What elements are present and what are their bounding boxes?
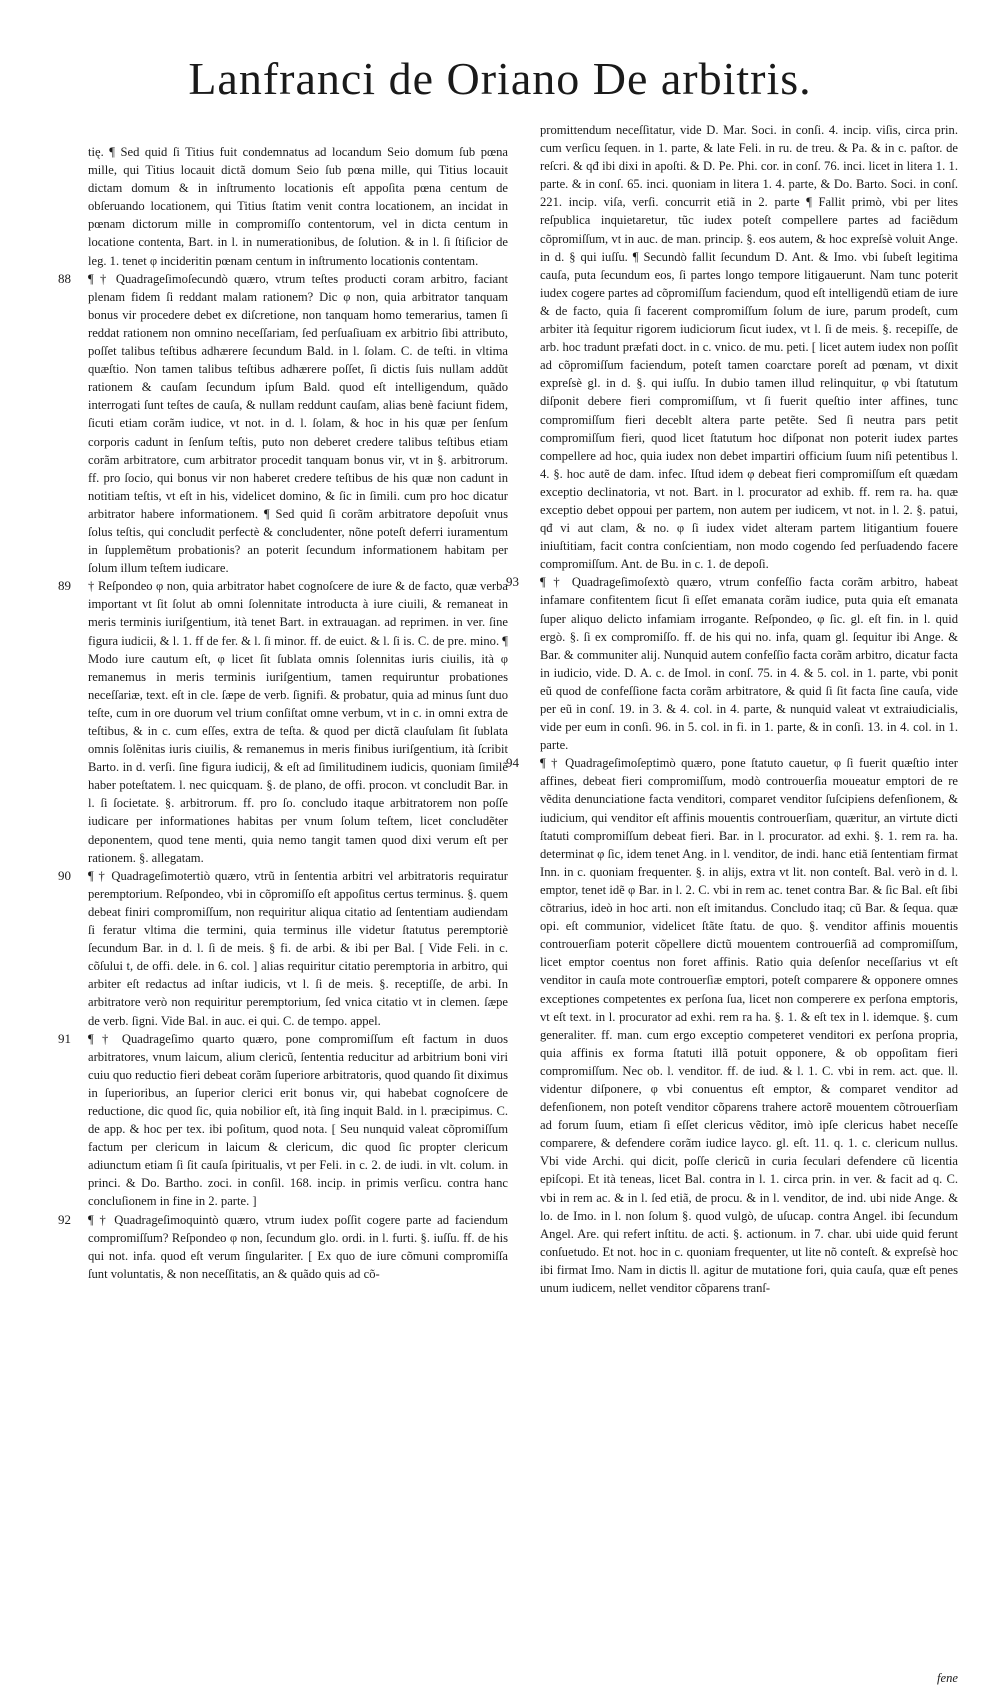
- right-column: [506, 121, 958, 1297]
- entry-88: [58, 270, 508, 578]
- entry-91: [58, 1030, 508, 1211]
- margin-number: 91: [58, 1030, 71, 1046]
- entry-text: ¶ † Quadrageſimoſecundò quæro, vtrum teſtes producti coram arbitro, faciant plenam fidem ſi reddant malam rationem? Dic φ non, quia arbitrator tanquam bonus vir procedere debet ex diſcretione, non tanquam homo temerarius, tamen ſi reddat rationem non omnino neceſſariam, ſed perſuaſiuam ex arbitrio ſibi attributo, poſſet talibus teſtibus adhærere ſecundum Bald. in l. ſolam. C. de teſti. in vltima quæſtio. Non tamen talibus teſtibus adhærere poſſet, ſi dictis ſuis nullam addũt rationem & cauſam ſecundum ipſum Bald. quod eſt intelligendum, quãdo interrogati ſunt teſtes de cauſa, & nullam reddunt cauſam, alias benè faciunt fidem, ſicuti etiam corãm iudice, vt not. in d. l. ſolam, & hoc in his quæ per ſenſum corporis cadunt in ſenſum teſtis, puto non deberet credere talibus teſtibus etiam corãm arbitratore, cum arbitrator procedit tanquam bonus vir, vt in §. arbitrorum. ff. pro ſocio, qui bonus vir non haberet credere teſtibus de his quæ non cadunt in notitiam teſtis, vt eſt in his, videlicet domino, & ſic in ſimili. cum pro hoc dicatur arbitrator habere informationem. ¶ Sed quid ſi corãm arbitratore depoſuit vnus ſolus teſtis, qui concludit perfectè & concludenter, nõne poteſt deferri iuramentum in ſupplemẽtum probationis? an poterit ſecundum informationem habitam per ſolum illum teſtem iudicare.: [88, 271, 508, 576]
- entry-text: ¶ † Quadrageſimoſextò quæro, vtrum confeſſio facta corãm arbitro, habeat infamare confitentem ſicut ſi eſſet emanata corãm iudice, puta quia eſt emanata ſuper aliquo delicto infamiam irrogante. Reſpondeo, φ ſic. gl. eſt fin. in l. quid ergò. §. ſi ex compromiſſo. ff. de his qui no. infa, quam gl. ſequitur ibi Ange. & Bar. & communiter alij. Nunquid autem confeſſio facta corãm arbitro, dicatur facta in iudicio, vide. D. A. c. de Imol. in conſ. 75. in 4. & 5. col. in 1. parte, vbi ponit eũ quod de confeſſione facta corãm arbitratore, & quid ſi ſit facta ſine cauſa, vide per eũ in conſ. 19. in 3. & 4. col. in 4. parte, & nunquid valeat vt extraiudicialis, vide per eum in conſi. 96. in 5. col. in fi. in 1. parte, & in conſi. 13. in 4. col. in 1. parte.: [540, 575, 958, 753]
- margin-number: 88: [58, 270, 71, 286]
- entry-text: ¶ † Quadrageſimo quarto quæro, pone compromiſſum eſt factum in duos arbitratores, vnum laicum, alium clericũ, ſententia reducitur ad arbitrium boni viri cuiu quo reductio fieri debeat corãm ſuperiore arbitratoris, quod quando ſit diximus in ſuperioribus, an ſuperior clerici erit bonus vir, qui habebat cognoſcere de reductione, dic quod ſic, quia nobilior eſt, ità ſing inquit Bald. in l. præcipimus. C. de app. & hoc per tex. ibi poſitum, quod nota. [ Seu nunquid valeat cõpromiſſum factum per clericum in laicum & clericum, dic quod ſic propter clericum adiunctum etiam ſi ſit cauſa ſpiritualis, vt per Feli. in c. 2. de iudi. in vlt. colum. in princi. & Do. Bartho. zoci. in conſil. 168. incip. in primis verſicu. contra hanc concluſionem in fine in 2. parte. ]: [88, 1031, 508, 1209]
- margin-number: 93: [506, 574, 519, 590]
- entry-93: [506, 573, 958, 754]
- entry-94: [506, 754, 958, 1297]
- entry-text: ¶ † Quadrageſimoquintò quæro, vtrum iudex poſſit cogere parte ad faciendum compromiſſum? Reſpondeo φ non, ſecundum glo. ordi. in l. furti. §. iuſſu. ff. de his qui not. infa. quod eſt verum ſingulariter. [ Ex quo de iure cõmuni compromiſſa ſunt voluntatis, & non neceſſitatis, an & quãdo quis ad cõ-: [88, 1212, 508, 1281]
- margin-number: 89: [58, 578, 71, 594]
- left-opening-paragraph: tię. ¶ Sed quid ſi Titius fuit condemnatus ad locandum Seio domum ſub pœna mille, qui Titius locauit dictã domum Seio ſub pœna mille, qui Titius locauit dictam domum & in inſtrumento locationis eſt appoſita pœna centum de obſeruando locationem, qui Titius ſtatim venit contra locationem, an incidat in pœnam dictorum mille in compromiſſo contentorum, vel in dicta centum in locatione contenta, Bart. in l. in numerationibus, de ſolution. & in l. ſi ſtiſicior de leg. 1. tenet φ incideritin pœnam centum in inſtrumento locationis contentam.: [88, 145, 508, 268]
- entry-90: [58, 867, 508, 1030]
- entry-text: ¶ † Quadrageſimoſeptimò quæro, pone ſtatuto cauetur, φ ſi fuerit quæſtio inter affines, debeat fieri compromiſſum, modò controuerſia moueatur emptori de re vẽdita denunciatione facta venditori, comparet venditor ſuſcipiens defenſionem, & iudicium, qui venditor eſt affinis mouentis controuerſiam, quæritur, an virtute dicti ſtatuti compromiſſum debeat fieri. Bar. in l. procurator. ad exhi. §. 1. rem ra. ha. determinat φ ſic, idem tenet Ang. in l. venditor, de indi. hanc etiã ſententiam firmat Inn. in c. quoniam frequenter. §. in alijs, extra vt lit. non conteſt. Bal. verò in d. l. emptor, tenet idẽ φ Bar. in l. 2. C. vbi in rem ac. tenet contra Bar. & ſic Bal. eſt ſibi cõtrarius, ideò in hoc arti. non eſt imitandus. Concludo itaq; cũ Bar. & ſequa. quæ opi. eſt communior, videlicet ſtãte ſtatu. de quo. §. venditor affinis mouentis controuerſiam poterit cõpellere dictũ mouentem controuerſiã ad compromiſſum, licet emptor coentus non foret affinis. Ratio quia deſenſor neceſſarius vt eſt venditor in cauſa mote controuerſiæ emptori, poteſt comparere & opponere omnes exceptiones competentes ex perſona ſua, licet non comperere ex perſona emptoris, vt eſt text. in l. procurator ad exhi. rem ra ha. §. 1. & eſt tex in l. idemque. §. cum generaliter. ff. man. cum ergo exceptio competeret venditori ex perſona propria, quia affinis ex forma ſtatuti illã potuit opponere, & ob oppoſitam fieri compromiſſum. Nec ob. l. venditor. ff. de iud. & l. 1. C. vbi in rem. act. que. ll. videntur diſponere, φ vbi conuentus eſt emptor, & comparet venditor ad defenſionem, non poteſt venditor cõparens trahere actorẽ mouentem cõtrouerſiam ad forum ſuum, etiam ſi eſſet clericus vẽditor, imò ipſe clericus habet neceſſe comparere, & defendere corãm iudice layco. gl. eſt. 11. q. 1. c. clericum nullus. Vbi vide Archi. qui dicit, poſſe clericũ in curia ſeculari defendere cũ licentia epiſcopi. Et ità teneas, licet Bal. contra in l. 1. circa prin. in ver. & facit ad q. C. vbi in rem ac. & in l. ſed etiã, de procu. & in l. venditor, de ind. ubi nide Ange. & lo. de Imo. in l. non ſolum §. quod vulgò, de uſucap. contra Angel. ibi ſecundum Angel. Are. qui refert inſtitu. de acti. §. actionum. in 7. char. ubi uide quid ferunt conſuetudo. Et not. hoc in c. quoniam frequenter, ut lite nõ conteſt. & expreſsè hoc ibi firmat Imo. Nam in dictis ll. agitur de mutatione fori, quia cauſa, quæ eſt penes unum iudicem, nellet venditor cõparens tranſ-: [540, 756, 958, 1295]
- margin-number: 90: [58, 867, 71, 883]
- entry-text: † Reſpondeo φ non, quia arbitrator habet cognoſcere de iure & de facto, quæ verba important vt ſit ſolut ab omni ſolennitate introducta à iure ciuili, & remaneat in meris terminis iuriſgentium, ità tenet Bart. in extrauagan. ad reprimen. in ver. ſine figura iudicii, & l. 1. ff de fer. & l. ſi minor. ff. de euict. & l. ſi is. C. de pre. mino. ¶ Modo iure cautum eſt, φ licet ſit ſublata omnis ſolennitas iuris ciuilis, ità φ remanemus in meris terminis iuriſgentium, tamen requiruntur probationes neceſſariæ, text. eſt in cle. ſæpe de verb. ſignifi. & probatur, quia ad minus ſunt duo teſte, cum in ore duorum vel trium conſiſtat omne verbum, vt in c. in omni extra de teſtibus, & in c. cum eſſes, extra de teſta. & quod per dictã clauſulam ſit ſublata omnis ſolẽnitas iuris ciuilis, & remanemus in meris finibus iuriſgentium, ità ſcribit Barto. in d. verſi. ſine figura iudicij, & eſt ad ſimilitudinem iudicis, quoniam ſimilẽ haber poteſtatem. l. nec quicquam. §. de plano, de offi. procon. vt concludit Bar. in l. ſi ſocietate. §. arbitrorum. ff. pro ſo. concludo itaque arbitratorem non poſſe iudicare per informationes habitas per vnum ſolum teſtem, licet concludẽter deponentem, quod tene menti, quia nemo tangit tamen quod dixi verum eſt per rationem. §. allegatam.: [88, 579, 508, 865]
- left-column: [58, 143, 508, 1283]
- entry-92: [58, 1211, 508, 1283]
- entry-89: [58, 577, 508, 867]
- margin-number: 92: [58, 1211, 71, 1227]
- entry-text: ¶ † Quadrageſimotertiò quæro, vtrũ in ſententia arbitri vel arbitratoris requiratur peremptorium. Reſpondeo, vbi in cõpromiſſo eſt appoſitus certus terminus. §. quem debeat finiri compromiſſum, non requiritur aliqua citatio ad ſententiam audiendam ſi feratur vltima die termini, quia terminus ille videtur ſtatutus peremptoriè ſecundum Bar. in d. l. ſi de meis. § fi. de arbi. & ibi per Bal. [ Vide Feli. in c. cõſului t, de offi. dele. in 6. col. ] alias requiritur citatio peremptoria in arbitro, qui arbiter eſt redactus ad inſtar iudicis, vt l. ſi de meis. §. receptiſſe, de arbi. In arbitratore verò non requiritur peremptorium, ſed vnica citatio vt in clemen. ſæpe de verb. ſigni. Vide Bal. in auc. ei qui. C. de tempo. appel.: [88, 868, 508, 1028]
- catchword: fene: [937, 1671, 958, 1685]
- right-opening-paragraph: promittendum neceſſitatur, vide D. Mar. Soci. in conſi. 4. incip. viſis, circa prin. cum verſicu ſequen. in 1. parte, & late Feli. in ru. de treu. & Pa. & in c. paſtor. de reſcri. & qđ ibi dixi in apoſti. & D. Pe. Phi. cor. in conſ. 76. inci. licet in litera 1. 1. parte. & in conſ. 65. inci. quoniam in litera 1. 4. parte, & Do. Barto. Soci. in conſ. 221. incip. viſa, verſi. concurrit etiã in 2. parte ¶ Fallit primò, vbi per lites reſpublica inquietaretur, tũc iudex poteſt compellere partes ad faciẽdum cõpromiſſum, vt in auc. de man. princip. §. eos autem, & hoc expreſsè voluit Ange. in d. § qui iuſſu. ¶ Secundò fallit ſecundum D. Ant. & Imo. vbi ſubeſt legitima cauſa, puta ſecundum eos, ſi partes longo tempore litigauerunt. Nam tunc poterit iudex cogere partes ad cõpromiſſum faciendum, quod eſt intelligendũ etiam de iure & de facto, quia ſi facerent compromiſſum ſolum de iure, parum prodeſt, cum arbiter ità ſequitur rigorem iudiciorum ſicut iudex, vt l. ſi de meis. §. recepiſſe, de arb. hoc tradunt præfati doct. in c. vnico. de mu. peti. [ licet autem iudex non poſſit ad cõpromiſſum faciendum, poteſt tamen coarctare poreſt ad pœnam, vt dixit expreſsè gl. in d. §. qui iuſſu. In dubio tamen illud relinquitur, φ vbi ſtatutum diſponit debere fieri compromiſſum, vt ſi fuerit queſtio inter affines, tunc compromiſſum fieri deceblt altera parte petẽte. Sed ſi neutra pars petit compromiſſum fieri, quod licet ſtatutum hoc diſponat non poterit iudex partes compellere ad hoc, quia iudex non debet impartiri officium ſuum niſi petentibus l. 4. §. hoc autẽ de dam. infec. Iſtud idem φ debeat fieri compromiſſum eſt quædam exceptio declinatoria, vt not. Bart. in l. procurator ad exhib. ff. rem ra. ha. quæ exceptio debet oppoui per partem, non autem per iudicem, vt not. in l. 2. §. patui, qđ vi aut clam, & no. φ ſi iudex videt alteram partem litigantium fouere iniuſtitiam, facit contra conſcientiam, non modo cogendo ſed perſuadendo facere compromiſſum. Ant. de Bu. in c. 1. de depoſi.: [540, 123, 958, 572]
- running-title: Lanfranci de Oriano De arbitris.: [188, 53, 812, 104]
- margin-number: 94: [506, 755, 519, 771]
